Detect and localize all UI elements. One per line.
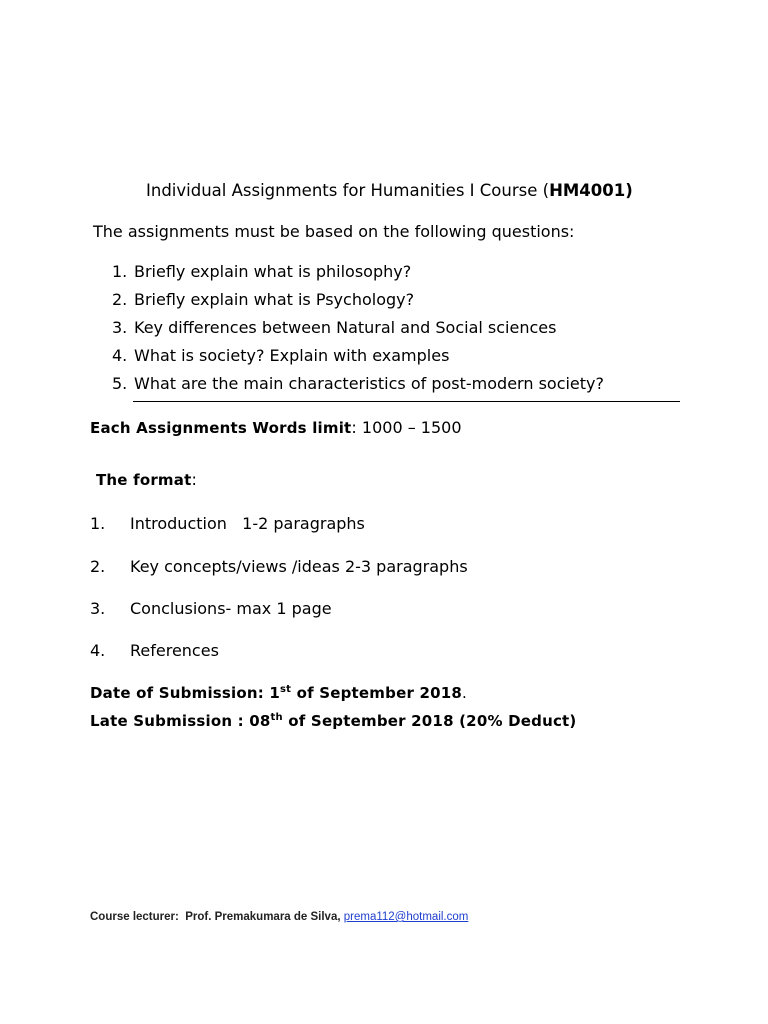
submission-date	[90, 683, 467, 703]
submission-day-suffix: st	[280, 684, 292, 695]
question-item	[112, 318, 556, 338]
question-number: 1.	[112, 262, 128, 281]
format-item-number: 4.	[90, 641, 106, 660]
title-text: Individual Assignments for Humanities I Course (	[146, 181, 550, 200]
format-item-text: Key concepts/views /ideas 2-3 paragraphs	[130, 557, 468, 576]
submission-colon: :	[257, 684, 270, 702]
question-text: What are the main characteristics of post-modern society?	[134, 374, 605, 393]
format-item-number: 2.	[90, 557, 106, 576]
question-item	[112, 262, 411, 282]
course-code: HM4001)	[549, 181, 633, 200]
question-text: What is society? Explain with examples	[134, 346, 450, 365]
question-item	[112, 290, 414, 310]
intro-text: The assignments must be based on the following questions:	[93, 222, 575, 241]
lecturer-label: Course lecturer: Prof. Premakumara de Silva,	[90, 911, 344, 923]
late-submission	[90, 711, 576, 731]
word-limit-label: Each Assignments Words limit	[90, 419, 352, 437]
late-submission-label: Late Submission :	[90, 712, 250, 730]
late-submission-day-suffix: th	[270, 712, 283, 723]
format-item	[90, 557, 468, 577]
format-colon: :	[191, 470, 197, 489]
word-limit	[90, 418, 462, 438]
question-item	[112, 374, 604, 394]
format-item-number: 3.	[90, 599, 106, 618]
submission-period: .	[462, 684, 467, 702]
format-item-text: Conclusions- max 1 page	[130, 599, 332, 618]
format-item-number: 1.	[90, 514, 106, 533]
format-heading	[96, 470, 197, 490]
submission-label: Date of Submission	[90, 684, 258, 702]
question-text: Key differences between Natural and Social sciences	[134, 318, 557, 337]
word-limit-value: : 1000 – 1500	[351, 418, 462, 437]
submission-rest: of September 2018	[291, 684, 463, 702]
question-number: 5.	[112, 374, 128, 393]
format-label: The format	[96, 471, 192, 489]
format-item	[90, 641, 219, 661]
format-item-text: Introduction 1-2 paragraphs	[130, 514, 365, 533]
submission-day: 1	[269, 684, 281, 702]
question-text: Briefly explain what is philosophy?	[134, 262, 412, 281]
question-number: 2.	[112, 290, 128, 309]
lecturer-email-link[interactable]: prema112@hotmail.com	[343, 911, 469, 923]
document-title	[146, 181, 633, 201]
question-number: 3.	[112, 318, 128, 337]
format-item	[90, 599, 332, 619]
question-text: Briefly explain what is Psychology?	[134, 290, 415, 309]
late-submission-rest: of September 2018 (20% Deduct)	[282, 712, 577, 730]
course-lecturer-footer	[90, 909, 468, 925]
format-item-text: References	[130, 641, 219, 660]
question-item	[112, 346, 449, 366]
horizontal-rule	[133, 401, 680, 402]
late-submission-day: 08	[249, 712, 271, 730]
question-number: 4.	[112, 346, 128, 365]
format-item	[90, 514, 365, 534]
